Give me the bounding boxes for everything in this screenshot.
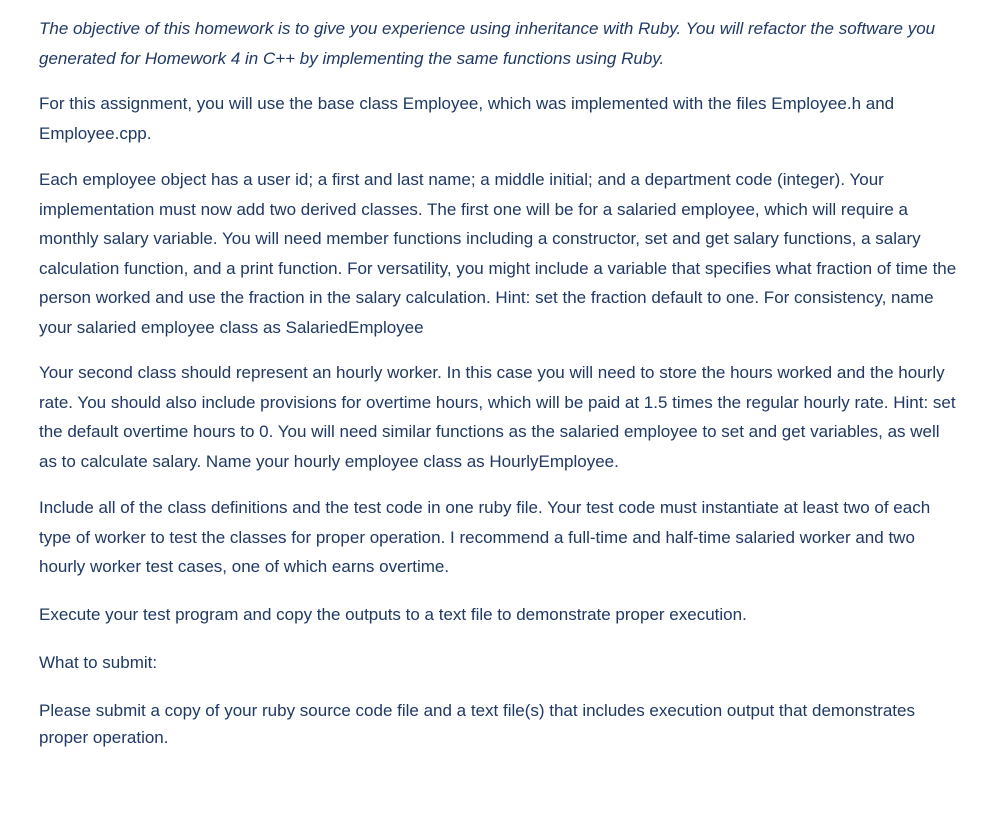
- assignment-document: [39, 14, 959, 751]
- what-to-submit-heading: What to submit:: [39, 653, 158, 672]
- salaried-employee-paragraph: Each employee object has a user id; a first and last name; a middle initial; and a department code (integer). Your implementation must now add two derived classes. The first one will be for a salaried employee, which will require a monthly salary variable. You will need member functions including a constructor, set and get salary functions, a salary calculation function, and a print function. For versatility, you might include a variable that specifies what fraction of time the person worked and use the fraction in the salary calculation. Hint: set the fraction default to one. For consistency, name your salaried employee class as SalariedEmployee: [39, 170, 957, 337]
- intro-paragraph: The objective of this homework is to give you experience using inheritance with Ruby. You will refactor the software you generated for Homework 4 in C++ by implementing the same functions using Ruby.: [39, 19, 936, 68]
- test-code-paragraph: Include all of the class definitions and the test code in one ruby file. Your test code must instantiate at least two of each type of worker to test the classes for proper operation. I recommend a full-time and half-time salaried worker and two hourly worker test cases, one of which earns overtime.: [39, 498, 931, 576]
- submit-paragraph: Please submit a copy of your ruby source code file and a text file(s) that includes execution output that demonstrates proper operation.: [39, 700, 915, 747]
- execute-paragraph: Execute your test program and copy the outputs to a text file to demonstrate proper execution.: [39, 604, 747, 624]
- base-class-paragraph: For this assignment, you will use the base class Employee, which was implemented with the files Employee.h and Employee.cpp.: [39, 94, 895, 143]
- hourly-employee-paragraph: Your second class should represent an hourly worker. In this case you will need to store the hours worked and the hourly rate. You should also include provisions for overtime hours, which will be paid at 1.5 times the regular hourly rate. Hint: set the default overtime hours to 0. You will need similar functions as the salaried employee to set and get variables, as well as to calculate salary. Name your hourly employee class as HourlyEmployee.: [39, 363, 956, 471]
